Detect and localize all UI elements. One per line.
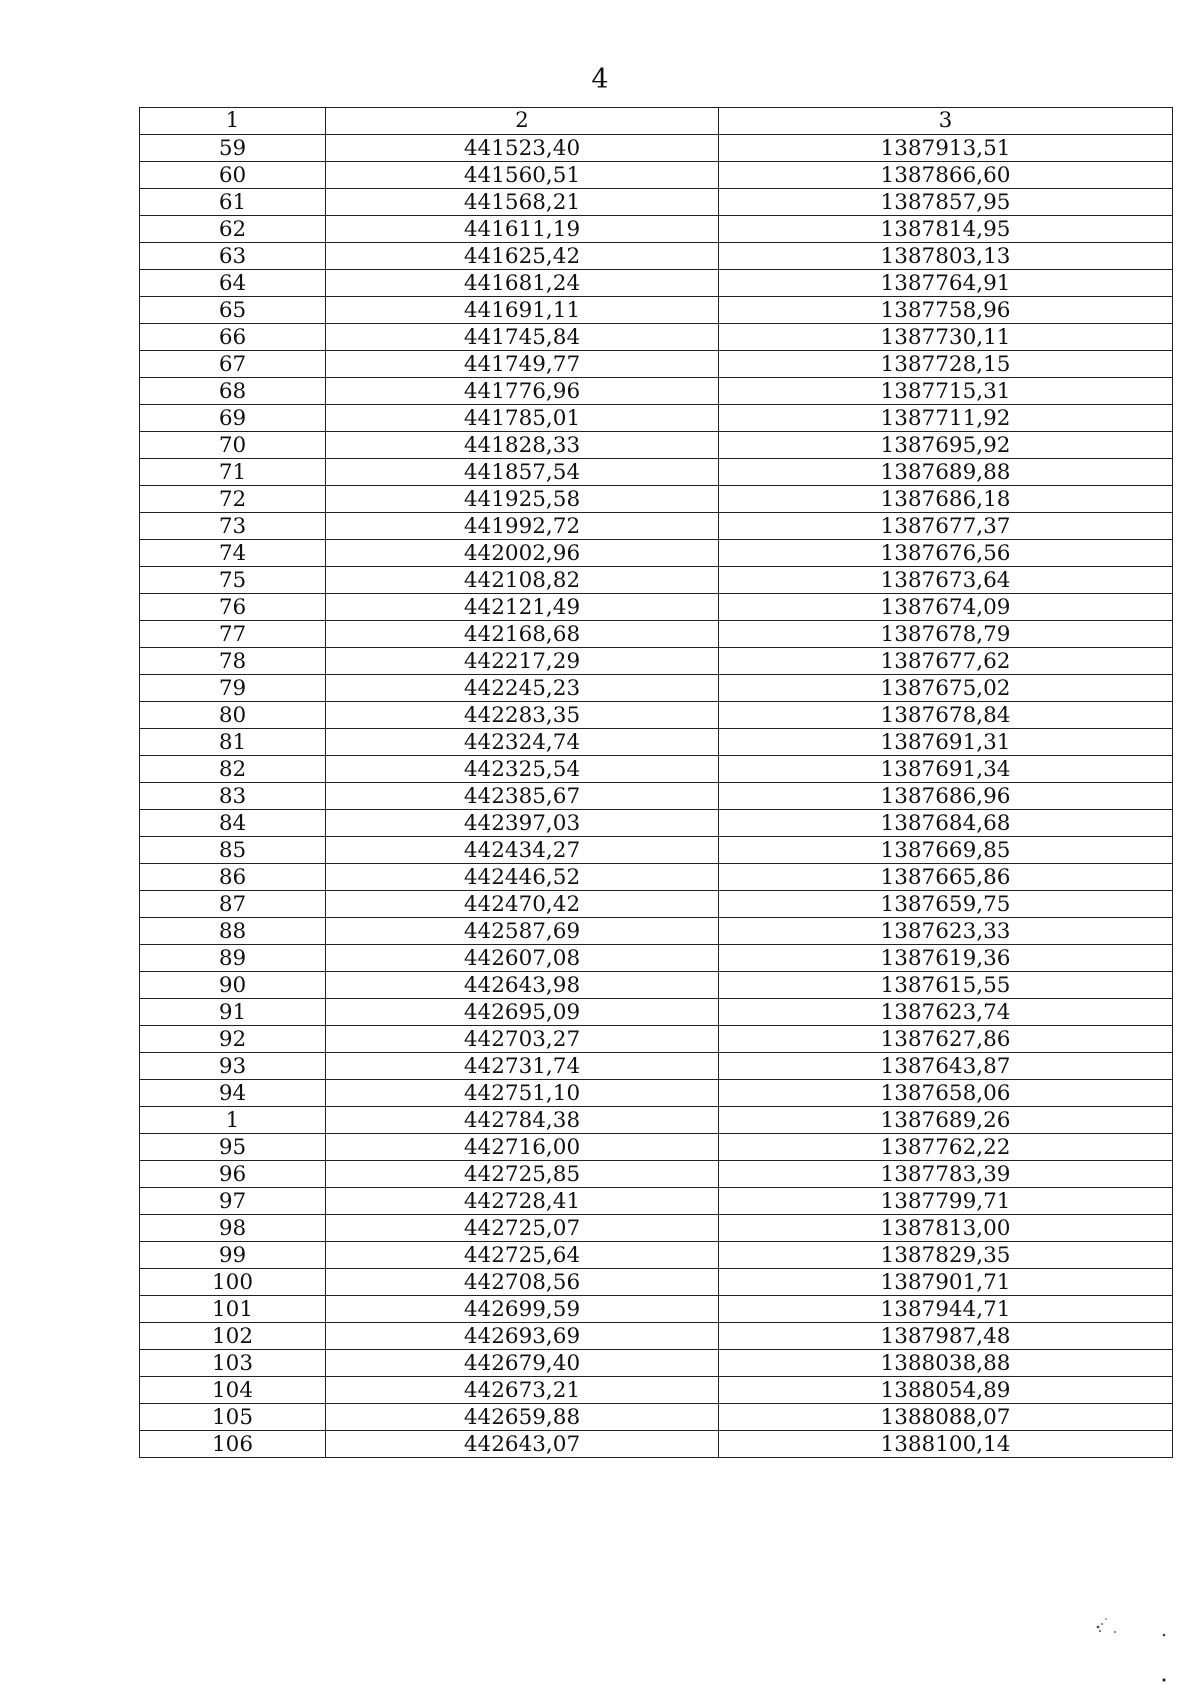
coordinate-y-cell: 1387627,86	[719, 1026, 1173, 1053]
coordinate-y-cell: 1387783,39	[719, 1161, 1173, 1188]
point-number-cell: 85	[140, 837, 326, 864]
point-number-cell: 1	[140, 1107, 326, 1134]
point-number-cell: 95	[140, 1134, 326, 1161]
point-number-cell: 62	[140, 216, 326, 243]
table-row	[140, 513, 1173, 540]
coordinate-y-cell: 1387715,31	[719, 378, 1173, 405]
table-row	[140, 648, 1173, 675]
table-row	[140, 1323, 1173, 1350]
table-row	[140, 999, 1173, 1026]
scan-specks	[1080, 1605, 1190, 1685]
coordinate-x-cell: 442693,69	[326, 1323, 719, 1350]
point-number-cell: 78	[140, 648, 326, 675]
table-row	[140, 1269, 1173, 1296]
table-row	[140, 1404, 1173, 1431]
coordinate-y-cell: 1387689,88	[719, 459, 1173, 486]
coordinate-y-cell: 1387615,55	[719, 972, 1173, 999]
coordinate-y-cell: 1387678,79	[719, 621, 1173, 648]
point-number-cell: 74	[140, 540, 326, 567]
point-number-cell: 100	[140, 1269, 326, 1296]
point-number-cell: 86	[140, 864, 326, 891]
table-row	[140, 918, 1173, 945]
coordinate-x-cell: 442587,69	[326, 918, 719, 945]
column-header: 2	[326, 108, 719, 135]
table-row	[140, 405, 1173, 432]
coordinate-y-cell: 1387673,64	[719, 567, 1173, 594]
table-row	[140, 1026, 1173, 1053]
point-number-cell: 77	[140, 621, 326, 648]
coordinate-x-cell: 442699,59	[326, 1296, 719, 1323]
point-number-cell: 87	[140, 891, 326, 918]
point-number-cell: 101	[140, 1296, 326, 1323]
table-row	[140, 486, 1173, 513]
coordinate-x-cell: 441992,72	[326, 513, 719, 540]
table-row	[140, 702, 1173, 729]
coordinate-x-cell: 442643,07	[326, 1431, 719, 1458]
coordinate-y-cell: 1387944,71	[719, 1296, 1173, 1323]
point-number-cell: 67	[140, 351, 326, 378]
table-row	[140, 756, 1173, 783]
table-row	[140, 378, 1173, 405]
table-row	[140, 189, 1173, 216]
point-number-cell: 75	[140, 567, 326, 594]
table-row	[140, 432, 1173, 459]
table-row	[140, 810, 1173, 837]
coordinate-y-cell: 1387857,95	[719, 189, 1173, 216]
coordinate-y-cell: 1387691,31	[719, 729, 1173, 756]
point-number-cell: 68	[140, 378, 326, 405]
coordinate-y-cell: 1387643,87	[719, 1053, 1173, 1080]
point-number-cell: 83	[140, 783, 326, 810]
coordinate-x-cell: 441828,33	[326, 432, 719, 459]
coordinate-y-cell: 1387799,71	[719, 1188, 1173, 1215]
coordinate-x-cell: 441523,40	[326, 135, 719, 162]
coordinate-y-cell: 1388100,14	[719, 1431, 1173, 1458]
table-row	[140, 1377, 1173, 1404]
coordinate-x-cell: 441785,01	[326, 405, 719, 432]
table-row	[140, 621, 1173, 648]
table-row	[140, 1053, 1173, 1080]
coordinate-x-cell: 442673,21	[326, 1377, 719, 1404]
coordinate-y-cell: 1387659,75	[719, 891, 1173, 918]
column-header: 3	[719, 108, 1173, 135]
point-number-cell: 61	[140, 189, 326, 216]
point-number-cell: 105	[140, 1404, 326, 1431]
coordinate-x-cell: 442168,68	[326, 621, 719, 648]
coordinate-x-cell: 442695,09	[326, 999, 719, 1026]
table-row	[140, 216, 1173, 243]
coordinate-y-cell: 1387684,68	[719, 810, 1173, 837]
coordinate-y-cell: 1387676,56	[719, 540, 1173, 567]
coordinate-x-cell: 442659,88	[326, 1404, 719, 1431]
coordinate-y-cell: 1387658,06	[719, 1080, 1173, 1107]
coordinate-y-cell: 1387803,13	[719, 243, 1173, 270]
coordinate-x-cell: 441611,19	[326, 216, 719, 243]
coordinate-x-cell: 442708,56	[326, 1269, 719, 1296]
point-number-cell: 69	[140, 405, 326, 432]
coordinates-table-body	[140, 108, 1173, 1458]
coordinate-x-cell: 442751,10	[326, 1080, 719, 1107]
table-row	[140, 459, 1173, 486]
table-row	[140, 135, 1173, 162]
coordinate-y-cell: 1388038,88	[719, 1350, 1173, 1377]
coordinate-x-cell: 442470,42	[326, 891, 719, 918]
table-row	[140, 1107, 1173, 1134]
coordinate-y-cell: 1387901,71	[719, 1269, 1173, 1296]
point-number-cell: 98	[140, 1215, 326, 1242]
point-number-cell: 106	[140, 1431, 326, 1458]
point-number-cell: 71	[140, 459, 326, 486]
table-row	[140, 972, 1173, 999]
point-number-cell: 84	[140, 810, 326, 837]
table-row	[140, 783, 1173, 810]
table-row	[140, 1431, 1173, 1458]
table-row	[140, 675, 1173, 702]
coordinate-x-cell: 442002,96	[326, 540, 719, 567]
coordinate-y-cell: 1387711,92	[719, 405, 1173, 432]
coordinate-x-cell: 442643,98	[326, 972, 719, 999]
coordinate-y-cell: 1387813,00	[719, 1215, 1173, 1242]
table-row	[140, 1296, 1173, 1323]
coordinate-y-cell: 1387758,96	[719, 297, 1173, 324]
table-row	[140, 1350, 1173, 1377]
table-row	[140, 1161, 1173, 1188]
coordinate-x-cell: 441625,42	[326, 243, 719, 270]
point-number-cell: 73	[140, 513, 326, 540]
table-row	[140, 324, 1173, 351]
coordinate-y-cell: 1387866,60	[719, 162, 1173, 189]
coordinate-x-cell: 442434,27	[326, 837, 719, 864]
table-row	[140, 540, 1173, 567]
point-number-cell: 94	[140, 1080, 326, 1107]
coordinate-x-cell: 442385,67	[326, 783, 719, 810]
coordinate-x-cell: 441745,84	[326, 324, 719, 351]
coordinate-x-cell: 442108,82	[326, 567, 719, 594]
coordinate-x-cell: 442725,85	[326, 1161, 719, 1188]
point-number-cell: 60	[140, 162, 326, 189]
coordinate-y-cell: 1387678,84	[719, 702, 1173, 729]
table-row	[140, 1242, 1173, 1269]
coordinate-y-cell: 1387695,92	[719, 432, 1173, 459]
point-number-cell: 92	[140, 1026, 326, 1053]
point-number-cell: 89	[140, 945, 326, 972]
table-row	[140, 1188, 1173, 1215]
point-number-cell: 90	[140, 972, 326, 999]
point-number-cell: 82	[140, 756, 326, 783]
table-header-row	[140, 108, 1173, 135]
coordinate-x-cell: 442784,38	[326, 1107, 719, 1134]
table-row	[140, 297, 1173, 324]
coordinate-x-cell: 441925,58	[326, 486, 719, 513]
coordinate-x-cell: 441776,96	[326, 378, 719, 405]
table-row	[140, 243, 1173, 270]
coordinate-x-cell: 442446,52	[326, 864, 719, 891]
point-number-cell: 102	[140, 1323, 326, 1350]
coordinate-y-cell: 1387762,22	[719, 1134, 1173, 1161]
page-number: 4	[591, 64, 609, 95]
point-number-cell: 79	[140, 675, 326, 702]
point-number-cell: 66	[140, 324, 326, 351]
coordinate-y-cell: 1387686,18	[719, 486, 1173, 513]
coordinate-x-cell: 441560,51	[326, 162, 719, 189]
table-row	[140, 729, 1173, 756]
point-number-cell: 65	[140, 297, 326, 324]
point-number-cell: 99	[140, 1242, 326, 1269]
point-number-cell: 93	[140, 1053, 326, 1080]
coordinate-y-cell: 1387829,35	[719, 1242, 1173, 1269]
coordinate-x-cell: 441691,11	[326, 297, 719, 324]
coordinate-x-cell: 442728,41	[326, 1188, 719, 1215]
coordinate-x-cell: 442245,23	[326, 675, 719, 702]
coordinate-y-cell: 1388088,07	[719, 1404, 1173, 1431]
coordinate-x-cell: 441568,21	[326, 189, 719, 216]
column-header: 1	[140, 108, 326, 135]
coordinate-x-cell: 442725,07	[326, 1215, 719, 1242]
point-number-cell: 103	[140, 1350, 326, 1377]
coordinate-x-cell: 442716,00	[326, 1134, 719, 1161]
point-number-cell: 88	[140, 918, 326, 945]
coordinate-x-cell: 442217,29	[326, 648, 719, 675]
coordinate-y-cell: 1387691,34	[719, 756, 1173, 783]
table-row	[140, 1080, 1173, 1107]
table-row	[140, 162, 1173, 189]
coordinate-x-cell: 442725,64	[326, 1242, 719, 1269]
point-number-cell: 81	[140, 729, 326, 756]
table-row	[140, 567, 1173, 594]
table-row	[140, 864, 1173, 891]
coordinate-y-cell: 1387623,33	[719, 918, 1173, 945]
coordinate-y-cell: 1387677,37	[719, 513, 1173, 540]
table-row	[140, 270, 1173, 297]
coordinate-y-cell: 1387686,96	[719, 783, 1173, 810]
coordinate-y-cell: 1387814,95	[719, 216, 1173, 243]
point-number-cell: 64	[140, 270, 326, 297]
point-number-cell: 104	[140, 1377, 326, 1404]
coordinate-x-cell: 442731,74	[326, 1053, 719, 1080]
coordinate-y-cell: 1387674,09	[719, 594, 1173, 621]
coordinate-y-cell: 1387665,86	[719, 864, 1173, 891]
coordinate-y-cell: 1387675,02	[719, 675, 1173, 702]
point-number-cell: 80	[140, 702, 326, 729]
coordinate-x-cell: 442325,54	[326, 756, 719, 783]
coordinate-y-cell: 1387669,85	[719, 837, 1173, 864]
coordinate-y-cell: 1387689,26	[719, 1107, 1173, 1134]
coordinate-x-cell: 442679,40	[326, 1350, 719, 1377]
table-row	[140, 1215, 1173, 1242]
point-number-cell: 76	[140, 594, 326, 621]
coordinate-y-cell: 1387913,51	[719, 135, 1173, 162]
coordinate-x-cell: 441857,54	[326, 459, 719, 486]
coordinate-x-cell: 441749,77	[326, 351, 719, 378]
table-row	[140, 945, 1173, 972]
coordinate-x-cell: 442397,03	[326, 810, 719, 837]
coordinates-table	[139, 107, 1173, 1458]
coordinate-x-cell: 442703,27	[326, 1026, 719, 1053]
coordinate-x-cell: 442324,74	[326, 729, 719, 756]
point-number-cell: 59	[140, 135, 326, 162]
coordinate-y-cell: 1387987,48	[719, 1323, 1173, 1350]
coordinate-y-cell: 1387730,11	[719, 324, 1173, 351]
coordinate-y-cell: 1387764,91	[719, 270, 1173, 297]
table-row	[140, 891, 1173, 918]
coordinate-x-cell: 442607,08	[326, 945, 719, 972]
coordinate-y-cell: 1387728,15	[719, 351, 1173, 378]
point-number-cell: 70	[140, 432, 326, 459]
table-row	[140, 837, 1173, 864]
table-row	[140, 351, 1173, 378]
coordinate-y-cell: 1387619,36	[719, 945, 1173, 972]
point-number-cell: 91	[140, 999, 326, 1026]
coordinate-y-cell: 1388054,89	[719, 1377, 1173, 1404]
table-row	[140, 594, 1173, 621]
coordinate-x-cell: 442121,49	[326, 594, 719, 621]
table-row	[140, 1134, 1173, 1161]
point-number-cell: 96	[140, 1161, 326, 1188]
coordinate-x-cell: 441681,24	[326, 270, 719, 297]
coordinate-y-cell: 1387677,62	[719, 648, 1173, 675]
point-number-cell: 97	[140, 1188, 326, 1215]
point-number-cell: 72	[140, 486, 326, 513]
point-number-cell: 63	[140, 243, 326, 270]
coordinate-x-cell: 442283,35	[326, 702, 719, 729]
coordinate-y-cell: 1387623,74	[719, 999, 1173, 1026]
